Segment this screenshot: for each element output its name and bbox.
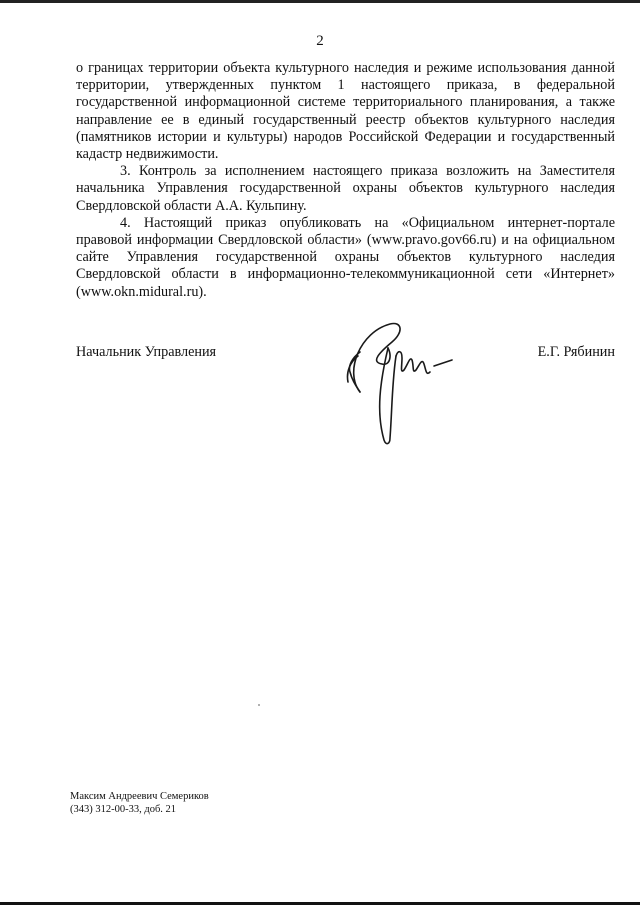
contact-phone: (343) 312-00-33, доб. 21 [70, 804, 177, 815]
top-border [0, 0, 640, 3]
contact-name: Максим Андреевич Семериков [70, 791, 209, 802]
page-number: 2 [316, 33, 324, 49]
paragraph-continuation: о границах территории объекта культурного наследия и режиме использования данной территории, утвержденных пунктом 1 настоящего приказа, в федеральной государственной информационной системе территориального планирования, а также направление ее в единый государственный реестр объектов культурного наследия (памятников истории и культуры) народов Российской Федерации и государственный кадастр недвижимости. [76, 60, 615, 163]
handwritten-signature [330, 312, 460, 452]
signer-name: Е.Г. Рябинин [537, 344, 615, 360]
paragraph-4: 4. Настоящий приказ опубликовать на «Официальном интернет-портале правовой информации Свердловской области» (www.pravo.gov66.ru) и на официальном сайте Управления государственной охраны объектов культурного наследия Свердловской области в информационно-телекоммуникационной сети «Интернет» (www.okn.midural.ru). [76, 214, 615, 300]
paragraph-3: 3. Контроль за исполнением настоящего приказа возложить на Заместителя начальника Управления государственной охраны объектов культурного наследия Свердловской области А.А. Кульпину. [76, 163, 615, 214]
document-body [76, 60, 615, 301]
contact-block [70, 790, 209, 816]
scan-speck [258, 704, 260, 706]
signer-title: Начальник Управления [76, 344, 217, 360]
